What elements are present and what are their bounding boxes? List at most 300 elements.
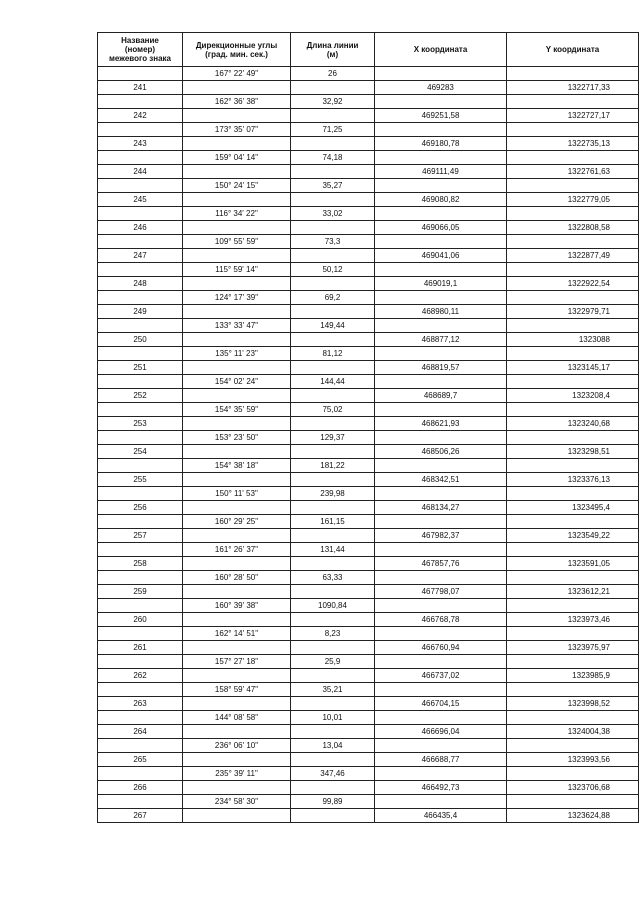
- point-y: 1322735,13: [507, 137, 639, 151]
- segment-length: 33,02: [291, 207, 375, 221]
- point-y: 1324004,38: [507, 725, 639, 739]
- point-x: 466768,78: [375, 613, 507, 627]
- point-length-cell: [291, 445, 375, 459]
- point-length-cell: [291, 669, 375, 683]
- segment-x-cell: [375, 627, 507, 641]
- segment-angle: 234° 58' 30": [183, 795, 291, 809]
- point-y: 1323088: [507, 333, 639, 347]
- point-length-cell: [291, 277, 375, 291]
- point-angle-cell: [183, 725, 291, 739]
- segment-row: [98, 151, 639, 165]
- point-length-cell: [291, 389, 375, 403]
- point-row: [98, 193, 639, 207]
- segment-name-cell: [98, 347, 183, 361]
- segment-angle: 154° 38' 18": [183, 459, 291, 473]
- point-y: 1323975,97: [507, 641, 639, 655]
- segment-row: [98, 207, 639, 221]
- segment-y-cell: [507, 347, 639, 361]
- point-angle-cell: [183, 221, 291, 235]
- segment-name-cell: [98, 711, 183, 725]
- point-angle-cell: [183, 557, 291, 571]
- segment-angle: 157° 27' 18": [183, 655, 291, 669]
- segment-x-cell: [375, 319, 507, 333]
- point-x: 468689,7: [375, 389, 507, 403]
- segment-row: [98, 431, 639, 445]
- segment-x-cell: [375, 487, 507, 501]
- point-y: 1323998,52: [507, 697, 639, 711]
- segment-angle: 144° 08' 58": [183, 711, 291, 725]
- segment-length: 73,3: [291, 235, 375, 249]
- segment-angle: 167° 22' 49": [183, 67, 291, 81]
- point-x: 466760,94: [375, 641, 507, 655]
- segment-angle: 158° 59' 47": [183, 683, 291, 697]
- point-x: 469019,1: [375, 277, 507, 291]
- segment-x-cell: [375, 375, 507, 389]
- segment-row: [98, 291, 639, 305]
- segment-name-cell: [98, 739, 183, 753]
- point-length-cell: [291, 557, 375, 571]
- segment-name-cell: [98, 319, 183, 333]
- segment-row: [98, 375, 639, 389]
- point-row: [98, 753, 639, 767]
- segment-length: 35,21: [291, 683, 375, 697]
- point-row: [98, 165, 639, 179]
- segment-angle: 160° 39' 38": [183, 599, 291, 613]
- point-name: 248: [98, 277, 183, 291]
- point-x: 469251,58: [375, 109, 507, 123]
- point-y: 1323612,21: [507, 585, 639, 599]
- boundary-coordinates-table: [97, 32, 639, 823]
- segment-x-cell: [375, 795, 507, 809]
- point-y: 1322877,49: [507, 249, 639, 263]
- segment-y-cell: [507, 739, 639, 753]
- point-name: 261: [98, 641, 183, 655]
- point-row: [98, 417, 639, 431]
- point-angle-cell: [183, 137, 291, 151]
- point-row: [98, 305, 639, 319]
- point-name: 258: [98, 557, 183, 571]
- segment-angle: 159° 04' 14": [183, 151, 291, 165]
- point-y: 1322808,58: [507, 221, 639, 235]
- segment-x-cell: [375, 767, 507, 781]
- segment-angle: 162° 36' 38": [183, 95, 291, 109]
- segment-name-cell: [98, 375, 183, 389]
- segment-row: [98, 459, 639, 473]
- point-angle-cell: [183, 613, 291, 627]
- point-y: 1323624,88: [507, 809, 639, 823]
- segment-name-cell: [98, 95, 183, 109]
- point-row: [98, 501, 639, 515]
- segment-y-cell: [507, 375, 639, 389]
- segment-y-cell: [507, 263, 639, 277]
- segment-row: [98, 711, 639, 725]
- point-row: [98, 473, 639, 487]
- point-y: 1322727,17: [507, 109, 639, 123]
- point-row: [98, 557, 639, 571]
- point-length-cell: [291, 781, 375, 795]
- point-x: 466435,4: [375, 809, 507, 823]
- segment-length: 75,02: [291, 403, 375, 417]
- point-y: 1323298,51: [507, 445, 639, 459]
- point-name: 262: [98, 669, 183, 683]
- point-y: 1322779,05: [507, 193, 639, 207]
- point-row: [98, 333, 639, 347]
- point-y: 1322979,71: [507, 305, 639, 319]
- segment-angle: 173° 35' 07": [183, 123, 291, 137]
- segment-angle: 236° 06' 10": [183, 739, 291, 753]
- point-angle-cell: [183, 417, 291, 431]
- point-length-cell: [291, 417, 375, 431]
- point-name: 242: [98, 109, 183, 123]
- point-angle-cell: [183, 753, 291, 767]
- header-length: Длина линии (м): [291, 33, 375, 67]
- segment-y-cell: [507, 487, 639, 501]
- point-x: 468342,51: [375, 473, 507, 487]
- point-name: 267: [98, 809, 183, 823]
- point-length-cell: [291, 305, 375, 319]
- point-row: [98, 613, 639, 627]
- segment-length: 71,25: [291, 123, 375, 137]
- segment-length: 81,12: [291, 347, 375, 361]
- point-row: [98, 529, 639, 543]
- point-angle-cell: [183, 389, 291, 403]
- segment-y-cell: [507, 235, 639, 249]
- point-name: 251: [98, 361, 183, 375]
- point-row: [98, 277, 639, 291]
- point-y: 1322922,54: [507, 277, 639, 291]
- point-row: [98, 641, 639, 655]
- point-name: 256: [98, 501, 183, 515]
- segment-angle: 154° 35' 59": [183, 403, 291, 417]
- segment-name-cell: [98, 599, 183, 613]
- point-row: [98, 109, 639, 123]
- point-x: 468980,11: [375, 305, 507, 319]
- point-length-cell: [291, 697, 375, 711]
- point-name: 259: [98, 585, 183, 599]
- point-name: 257: [98, 529, 183, 543]
- point-angle-cell: [183, 249, 291, 263]
- segment-row: [98, 347, 639, 361]
- segment-angle: 124° 17' 39": [183, 291, 291, 305]
- point-x: 469080,82: [375, 193, 507, 207]
- point-row: [98, 781, 639, 795]
- point-length-cell: [291, 165, 375, 179]
- segment-row: [98, 683, 639, 697]
- segment-length: 35,27: [291, 179, 375, 193]
- segment-y-cell: [507, 543, 639, 557]
- segment-name-cell: [98, 207, 183, 221]
- segment-name-cell: [98, 67, 183, 81]
- segment-y-cell: [507, 291, 639, 305]
- point-angle-cell: [183, 781, 291, 795]
- segment-y-cell: [507, 67, 639, 81]
- point-x: 469180,78: [375, 137, 507, 151]
- segment-row: [98, 263, 639, 277]
- point-y: 1323208,4: [507, 389, 639, 403]
- segment-y-cell: [507, 767, 639, 781]
- point-name: 252: [98, 389, 183, 403]
- segment-y-cell: [507, 95, 639, 109]
- point-angle-cell: [183, 81, 291, 95]
- segment-name-cell: [98, 487, 183, 501]
- header-row: [98, 33, 639, 67]
- segment-length: 74,18: [291, 151, 375, 165]
- point-y: 1322761,63: [507, 165, 639, 179]
- segment-row: [98, 179, 639, 193]
- segment-x-cell: [375, 207, 507, 221]
- segment-x-cell: [375, 347, 507, 361]
- segment-angle: 116° 34' 22": [183, 207, 291, 221]
- point-x: 468819,57: [375, 361, 507, 375]
- segment-length: 181,22: [291, 459, 375, 473]
- point-angle-cell: [183, 333, 291, 347]
- point-row: [98, 137, 639, 151]
- segment-row: [98, 543, 639, 557]
- point-y: 1323495,4: [507, 501, 639, 515]
- segment-angle: 161° 26' 37": [183, 543, 291, 557]
- point-row: [98, 389, 639, 403]
- point-x: 469283: [375, 81, 507, 95]
- segment-row: [98, 95, 639, 109]
- segment-length: 26: [291, 67, 375, 81]
- point-x: 466492,73: [375, 781, 507, 795]
- point-y: 1323549,22: [507, 529, 639, 543]
- point-name: 264: [98, 725, 183, 739]
- point-x: 467798,07: [375, 585, 507, 599]
- point-angle-cell: [183, 529, 291, 543]
- point-length-cell: [291, 753, 375, 767]
- segment-name-cell: [98, 431, 183, 445]
- point-x: 468506,26: [375, 445, 507, 459]
- point-name: 247: [98, 249, 183, 263]
- point-length-cell: [291, 109, 375, 123]
- point-name: 244: [98, 165, 183, 179]
- segment-y-cell: [507, 179, 639, 193]
- point-angle-cell: [183, 165, 291, 179]
- point-name: 265: [98, 753, 183, 767]
- point-x: 468621,93: [375, 417, 507, 431]
- point-length-cell: [291, 221, 375, 235]
- segment-x-cell: [375, 403, 507, 417]
- segment-length: 239,98: [291, 487, 375, 501]
- segment-x-cell: [375, 179, 507, 193]
- point-x: 466688,77: [375, 753, 507, 767]
- point-name: 266: [98, 781, 183, 795]
- segment-length: 1090,84: [291, 599, 375, 613]
- header-x: X координата: [375, 33, 507, 67]
- segment-row: [98, 319, 639, 333]
- point-x: 469041,06: [375, 249, 507, 263]
- point-x: 467857,76: [375, 557, 507, 571]
- point-row: [98, 445, 639, 459]
- point-angle-cell: [183, 473, 291, 487]
- point-x: 467982,37: [375, 529, 507, 543]
- segment-row: [98, 67, 639, 81]
- point-name: 246: [98, 221, 183, 235]
- segment-y-cell: [507, 627, 639, 641]
- segment-y-cell: [507, 683, 639, 697]
- point-angle-cell: [183, 445, 291, 459]
- segment-y-cell: [507, 319, 639, 333]
- segment-x-cell: [375, 123, 507, 137]
- segment-y-cell: [507, 151, 639, 165]
- point-angle-cell: [183, 277, 291, 291]
- segment-length: 69,2: [291, 291, 375, 305]
- segment-x-cell: [375, 235, 507, 249]
- point-angle-cell: [183, 305, 291, 319]
- segment-x-cell: [375, 683, 507, 697]
- segment-row: [98, 739, 639, 753]
- segment-length: 32,92: [291, 95, 375, 109]
- point-x: 469111,49: [375, 165, 507, 179]
- segment-row: [98, 515, 639, 529]
- point-row: [98, 361, 639, 375]
- segment-length: 50,12: [291, 263, 375, 277]
- point-x: 469066,05: [375, 221, 507, 235]
- point-name: 260: [98, 613, 183, 627]
- point-name: 245: [98, 193, 183, 207]
- segment-length: 13,04: [291, 739, 375, 753]
- segment-x-cell: [375, 263, 507, 277]
- point-x: 468134,27: [375, 501, 507, 515]
- segment-angle: 115° 59' 14": [183, 263, 291, 277]
- point-name: 243: [98, 137, 183, 151]
- segment-angle: 160° 28' 50": [183, 571, 291, 585]
- point-angle-cell: [183, 697, 291, 711]
- segment-x-cell: [375, 599, 507, 613]
- segment-row: [98, 795, 639, 809]
- segment-y-cell: [507, 459, 639, 473]
- point-y: 1323376,13: [507, 473, 639, 487]
- point-name: 241: [98, 81, 183, 95]
- point-row: [98, 585, 639, 599]
- segment-length: 149,44: [291, 319, 375, 333]
- point-angle-cell: [183, 361, 291, 375]
- segment-name-cell: [98, 235, 183, 249]
- segment-y-cell: [507, 655, 639, 669]
- header-y: Y координата: [507, 33, 639, 67]
- point-name: 263: [98, 697, 183, 711]
- segment-y-cell: [507, 431, 639, 445]
- segment-angle: 150° 24' 15": [183, 179, 291, 193]
- segment-length: 347,46: [291, 767, 375, 781]
- point-y: 1323985,9: [507, 669, 639, 683]
- segment-y-cell: [507, 207, 639, 221]
- point-y: 1323591,05: [507, 557, 639, 571]
- segment-x-cell: [375, 67, 507, 81]
- segment-x-cell: [375, 95, 507, 109]
- point-angle-cell: [183, 585, 291, 599]
- segment-name-cell: [98, 627, 183, 641]
- segment-x-cell: [375, 655, 507, 669]
- point-row: [98, 809, 639, 823]
- segment-angle: 154° 02' 24": [183, 375, 291, 389]
- point-length-cell: [291, 613, 375, 627]
- segment-name-cell: [98, 123, 183, 137]
- segment-x-cell: [375, 711, 507, 725]
- point-name: 254: [98, 445, 183, 459]
- segment-length: 8,23: [291, 627, 375, 641]
- point-length-cell: [291, 193, 375, 207]
- segment-row: [98, 599, 639, 613]
- point-length-cell: [291, 81, 375, 95]
- point-x: 466737,02: [375, 669, 507, 683]
- point-length-cell: [291, 641, 375, 655]
- segment-x-cell: [375, 291, 507, 305]
- point-y: 1323240,68: [507, 417, 639, 431]
- point-length-cell: [291, 725, 375, 739]
- segment-angle: 235° 39' 11": [183, 767, 291, 781]
- point-row: [98, 249, 639, 263]
- point-angle-cell: [183, 669, 291, 683]
- segment-row: [98, 123, 639, 137]
- segment-row: [98, 235, 639, 249]
- segment-angle: 160° 29' 25": [183, 515, 291, 529]
- segment-angle: 133° 33' 47": [183, 319, 291, 333]
- point-angle-cell: [183, 109, 291, 123]
- segment-length: 63,33: [291, 571, 375, 585]
- point-row: [98, 81, 639, 95]
- segment-name-cell: [98, 291, 183, 305]
- segment-angle: 162° 14' 51": [183, 627, 291, 641]
- point-name: 255: [98, 473, 183, 487]
- segment-name-cell: [98, 571, 183, 585]
- segment-name-cell: [98, 263, 183, 277]
- point-length-cell: [291, 585, 375, 599]
- point-length-cell: [291, 361, 375, 375]
- point-length-cell: [291, 529, 375, 543]
- point-angle-cell: [183, 193, 291, 207]
- point-y: 1322717,33: [507, 81, 639, 95]
- segment-length: 129,37: [291, 431, 375, 445]
- point-row: [98, 221, 639, 235]
- segment-x-cell: [375, 571, 507, 585]
- segment-row: [98, 571, 639, 585]
- segment-row: [98, 487, 639, 501]
- segment-x-cell: [375, 515, 507, 529]
- segment-row: [98, 403, 639, 417]
- point-angle-cell: [183, 809, 291, 823]
- segment-y-cell: [507, 711, 639, 725]
- segment-row: [98, 767, 639, 781]
- segment-name-cell: [98, 655, 183, 669]
- point-row: [98, 669, 639, 683]
- point-length-cell: [291, 137, 375, 151]
- point-x: 466704,15: [375, 697, 507, 711]
- segment-y-cell: [507, 123, 639, 137]
- point-name: 253: [98, 417, 183, 431]
- point-length-cell: [291, 809, 375, 823]
- point-length-cell: [291, 333, 375, 347]
- segment-x-cell: [375, 459, 507, 473]
- segment-name-cell: [98, 403, 183, 417]
- point-length-cell: [291, 501, 375, 515]
- segment-y-cell: [507, 515, 639, 529]
- segment-length: 144,44: [291, 375, 375, 389]
- segment-name-cell: [98, 683, 183, 697]
- segment-angle: 109° 55' 59": [183, 235, 291, 249]
- point-row: [98, 697, 639, 711]
- point-length-cell: [291, 473, 375, 487]
- segment-length: 10,01: [291, 711, 375, 725]
- segment-length: 131,44: [291, 543, 375, 557]
- segment-name-cell: [98, 795, 183, 809]
- segment-row: [98, 655, 639, 669]
- point-y: 1323993,56: [507, 753, 639, 767]
- segment-y-cell: [507, 403, 639, 417]
- segment-row: [98, 627, 639, 641]
- segment-x-cell: [375, 151, 507, 165]
